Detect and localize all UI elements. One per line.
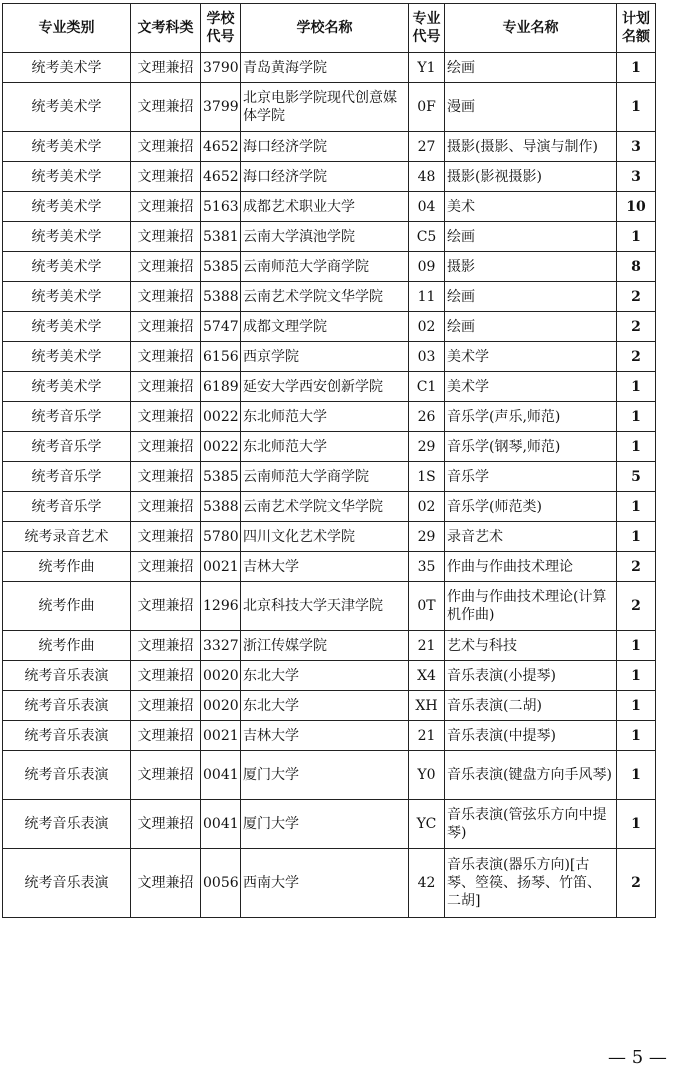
cell-category: 统考美术学 [3,312,131,342]
cell-school-code: 0041 [201,751,241,800]
cell-exam-type: 文理兼招 [131,462,201,492]
table-row [3,691,656,721]
cell-category: 统考美术学 [3,83,131,132]
cell-exam-type: 文理兼招 [131,721,201,751]
cell-exam-type: 文理兼招 [131,661,201,691]
cell-category: 统考音乐表演 [3,661,131,691]
cell-school-name: 吉林大学 [241,721,409,751]
cell-major-name: 作曲与作曲技术理论 [445,552,617,582]
table-row [3,252,656,282]
cell-major-name: 音乐表演(管弦乐方向中提琴) [445,800,617,849]
table-row [3,192,656,222]
cell-category: 统考美术学 [3,252,131,282]
table-row [3,522,656,552]
cell-major-name: 音乐表演(键盘方向手风琴) [445,751,617,800]
cell-quota: 2 [617,342,656,372]
cell-major-name: 绘画 [445,282,617,312]
cell-major-code: 42 [409,849,445,918]
page-number: — 5 — [608,1047,667,1068]
table-row [3,282,656,312]
cell-exam-type: 文理兼招 [131,402,201,432]
cell-school-code: 4652 [201,162,241,192]
cell-school-code: 4652 [201,132,241,162]
cell-quota: 2 [617,312,656,342]
cell-quota: 1 [617,492,656,522]
cell-school-name: 成都文理学院 [241,312,409,342]
cell-school-name: 东北师范大学 [241,402,409,432]
cell-major-code: Y1 [409,53,445,83]
table-row [3,132,656,162]
admission-plan-table [2,3,656,918]
cell-major-code: 0T [409,582,445,631]
cell-major-name: 绘画 [445,312,617,342]
table-row [3,222,656,252]
cell-exam-type: 文理兼招 [131,162,201,192]
table-row [3,751,656,800]
header-row [3,4,656,53]
cell-quota: 2 [617,849,656,918]
cell-school-code: 3790 [201,53,241,83]
cell-category: 统考音乐学 [3,462,131,492]
cell-quota: 1 [617,372,656,402]
cell-school-name: 厦门大学 [241,800,409,849]
cell-major-code: C5 [409,222,445,252]
cell-school-code: 5385 [201,252,241,282]
table-row [3,162,656,192]
cell-exam-type: 文理兼招 [131,800,201,849]
cell-quota: 1 [617,721,656,751]
cell-category: 统考音乐学 [3,432,131,462]
cell-major-code: 02 [409,312,445,342]
cell-school-name: 东北大学 [241,661,409,691]
cell-category: 统考美术学 [3,342,131,372]
cell-quota: 1 [617,691,656,721]
cell-category: 统考美术学 [3,53,131,83]
cell-exam-type: 文理兼招 [131,492,201,522]
cell-school-code: 0020 [201,691,241,721]
cell-major-code: 21 [409,721,445,751]
cell-category: 统考美术学 [3,162,131,192]
table-row [3,53,656,83]
cell-school-name: 西南大学 [241,849,409,918]
table-row [3,800,656,849]
cell-exam-type: 文理兼招 [131,53,201,83]
cell-major-code: 0F [409,83,445,132]
cell-category: 统考音乐表演 [3,721,131,751]
cell-major-code: 29 [409,432,445,462]
cell-quota: 5 [617,462,656,492]
cell-exam-type: 文理兼招 [131,631,201,661]
cell-school-code: 3327 [201,631,241,661]
table-row [3,432,656,462]
cell-quota: 1 [617,751,656,800]
cell-school-code: 5163 [201,192,241,222]
cell-category: 统考作曲 [3,631,131,661]
table-row [3,849,656,918]
cell-major-name: 音乐学(钢琴,师范) [445,432,617,462]
cell-major-name: 美术学 [445,342,617,372]
cell-category: 统考作曲 [3,582,131,631]
cell-major-name: 音乐表演(小提琴) [445,661,617,691]
table-row [3,83,656,132]
cell-quota: 1 [617,53,656,83]
table-row [3,631,656,661]
cell-school-code: 0022 [201,402,241,432]
cell-category: 统考录音艺术 [3,522,131,552]
col-header-exam-type: 文考科类 [131,4,201,53]
cell-school-code: 5780 [201,522,241,552]
cell-school-name: 云南艺术学院文华学院 [241,282,409,312]
cell-category: 统考音乐表演 [3,800,131,849]
cell-school-name: 厦门大学 [241,751,409,800]
cell-category: 统考音乐表演 [3,691,131,721]
cell-school-code: 0021 [201,721,241,751]
cell-school-name: 东北大学 [241,691,409,721]
cell-major-name: 音乐表演(二胡) [445,691,617,721]
cell-school-name: 东北师范大学 [241,432,409,462]
cell-major-code: 11 [409,282,445,312]
cell-quota: 1 [617,83,656,132]
cell-school-code: 0020 [201,661,241,691]
cell-quota: 3 [617,132,656,162]
cell-major-name: 音乐学(声乐,师范) [445,402,617,432]
cell-exam-type: 文理兼招 [131,522,201,552]
cell-category: 统考作曲 [3,552,131,582]
cell-major-code: 27 [409,132,445,162]
cell-major-name: 艺术与科技 [445,631,617,661]
cell-school-name: 四川文化艺术学院 [241,522,409,552]
cell-category: 统考美术学 [3,372,131,402]
cell-quota: 1 [617,800,656,849]
cell-school-name: 云南师范大学商学院 [241,252,409,282]
cell-school-name: 成都艺术职业大学 [241,192,409,222]
cell-major-name: 美术学 [445,372,617,402]
cell-category: 统考美术学 [3,132,131,162]
cell-quota: 10 [617,192,656,222]
cell-quota: 1 [617,402,656,432]
cell-quota: 8 [617,252,656,282]
cell-major-name: 绘画 [445,53,617,83]
cell-school-name: 青岛黄海学院 [241,53,409,83]
table-row [3,312,656,342]
cell-major-code: 09 [409,252,445,282]
cell-major-code: 04 [409,192,445,222]
cell-category: 统考美术学 [3,222,131,252]
cell-school-code: 5388 [201,492,241,522]
cell-major-code: YC [409,800,445,849]
cell-category: 统考美术学 [3,192,131,222]
cell-major-code: 29 [409,522,445,552]
cell-exam-type: 文理兼招 [131,282,201,312]
cell-school-code: 3799 [201,83,241,132]
cell-school-code: 1296 [201,582,241,631]
cell-major-name: 摄影(摄影、导演与制作) [445,132,617,162]
cell-major-name: 音乐表演(中提琴) [445,721,617,751]
table-row [3,462,656,492]
cell-school-name: 吉林大学 [241,552,409,582]
col-header-school-code: 学校代号 [201,4,241,53]
cell-school-code: 0022 [201,432,241,462]
cell-school-code: 6156 [201,342,241,372]
cell-major-name: 音乐学(师范类) [445,492,617,522]
cell-school-code: 5385 [201,462,241,492]
cell-school-code: 5381 [201,222,241,252]
cell-major-name: 音乐学 [445,462,617,492]
table-row [3,552,656,582]
table-row [3,342,656,372]
cell-school-name: 北京电影学院现代创意媒体学院 [241,83,409,132]
cell-category: 统考美术学 [3,282,131,312]
cell-exam-type: 文理兼招 [131,252,201,282]
cell-school-name: 云南师范大学商学院 [241,462,409,492]
cell-school-name: 浙江传媒学院 [241,631,409,661]
cell-exam-type: 文理兼招 [131,691,201,721]
cell-major-code: 1S [409,462,445,492]
cell-exam-type: 文理兼招 [131,849,201,918]
cell-school-name: 西京学院 [241,342,409,372]
cell-major-name: 漫画 [445,83,617,132]
cell-school-code: 5388 [201,282,241,312]
cell-exam-type: 文理兼招 [131,552,201,582]
cell-exam-type: 文理兼招 [131,342,201,372]
table-row [3,402,656,432]
cell-category: 统考音乐学 [3,402,131,432]
cell-exam-type: 文理兼招 [131,83,201,132]
cell-school-code: 0041 [201,800,241,849]
cell-quota: 1 [617,661,656,691]
cell-major-name: 绘画 [445,222,617,252]
cell-exam-type: 文理兼招 [131,751,201,800]
table-body [3,53,656,918]
cell-major-name: 作曲与作曲技术理论(计算机作曲) [445,582,617,631]
cell-major-code: XH [409,691,445,721]
cell-major-code: C1 [409,372,445,402]
cell-school-code: 5747 [201,312,241,342]
cell-major-code: X4 [409,661,445,691]
cell-major-code: 03 [409,342,445,372]
cell-quota: 1 [617,222,656,252]
cell-major-code: 21 [409,631,445,661]
cell-category: 统考音乐表演 [3,849,131,918]
cell-exam-type: 文理兼招 [131,222,201,252]
cell-major-name: 摄影(影视摄影) [445,162,617,192]
cell-major-name: 美术 [445,192,617,222]
cell-school-name: 海口经济学院 [241,132,409,162]
cell-quota: 1 [617,631,656,661]
col-header-category: 专业类别 [3,4,131,53]
cell-school-name: 海口经济学院 [241,162,409,192]
col-header-major-code: 专业代号 [409,4,445,53]
cell-quota: 3 [617,162,656,192]
cell-category: 统考音乐学 [3,492,131,522]
cell-school-name: 云南艺术学院文华学院 [241,492,409,522]
cell-exam-type: 文理兼招 [131,582,201,631]
table-row [3,372,656,402]
cell-major-name: 录音艺术 [445,522,617,552]
cell-exam-type: 文理兼招 [131,372,201,402]
cell-school-name: 北京科技大学天津学院 [241,582,409,631]
cell-quota: 1 [617,522,656,552]
cell-exam-type: 文理兼招 [131,132,201,162]
table-row [3,721,656,751]
cell-major-code: 02 [409,492,445,522]
cell-school-name: 云南大学滇池学院 [241,222,409,252]
col-header-major-name: 专业名称 [445,4,617,53]
cell-exam-type: 文理兼招 [131,312,201,342]
cell-quota: 1 [617,432,656,462]
col-header-quota: 计划名额 [617,4,656,53]
cell-exam-type: 文理兼招 [131,432,201,462]
col-header-school-name: 学校名称 [241,4,409,53]
cell-major-code: 26 [409,402,445,432]
cell-school-code: 0021 [201,552,241,582]
cell-major-name: 摄影 [445,252,617,282]
cell-school-code: 6189 [201,372,241,402]
cell-school-code: 0056 [201,849,241,918]
cell-quota: 2 [617,582,656,631]
cell-category: 统考音乐表演 [3,751,131,800]
cell-school-name: 延安大学西安创新学院 [241,372,409,402]
cell-quota: 2 [617,282,656,312]
table-row [3,582,656,631]
cell-exam-type: 文理兼招 [131,192,201,222]
table-row [3,661,656,691]
cell-major-name: 音乐表演(器乐方向)[古琴、箜篌、扬琴、竹笛、二胡] [445,849,617,918]
cell-major-code: Y0 [409,751,445,800]
cell-major-code: 48 [409,162,445,192]
table-row [3,492,656,522]
cell-quota: 2 [617,552,656,582]
cell-major-code: 35 [409,552,445,582]
